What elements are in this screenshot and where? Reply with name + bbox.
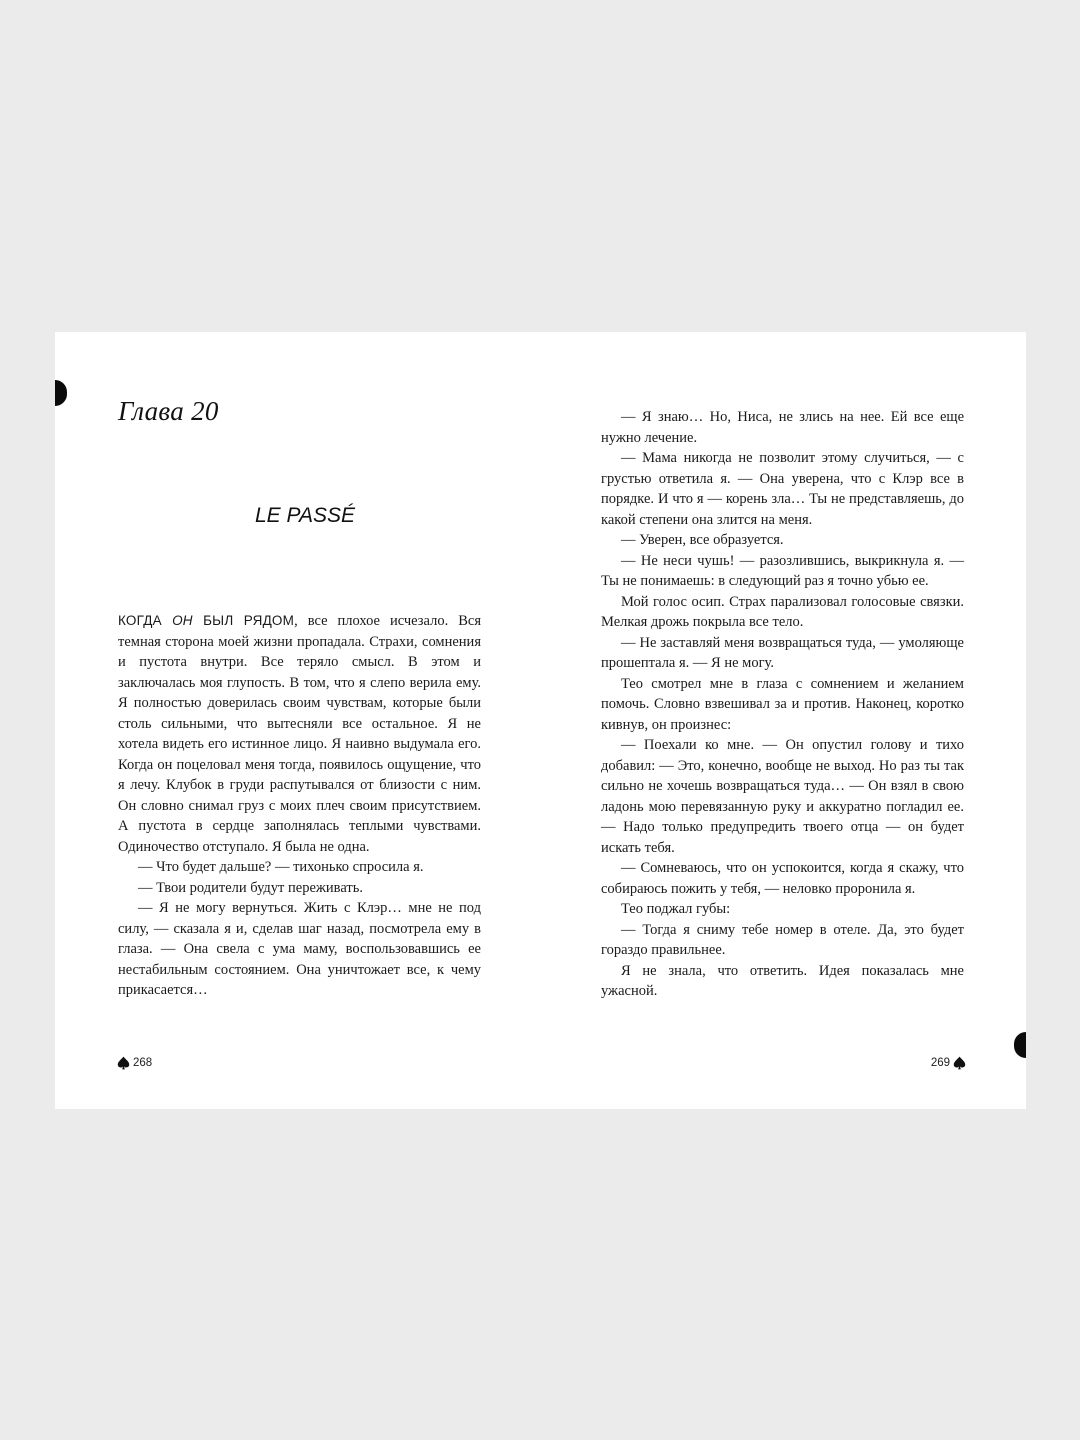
- paragraph: Я не знала, что ответить. Идея показалась мне ужасной.: [601, 962, 964, 999]
- spade-icon: [117, 1056, 130, 1070]
- paragraph: Тео поджал губы:: [621, 901, 731, 917]
- paragraph: — Уверен, все образуется.: [621, 532, 784, 548]
- page-number: 268: [133, 1057, 153, 1069]
- lead-paragraph: КОГДА ОН БЫЛ РЯДОМ, все плохое исчезало. Вся темная сторона моей жизни пропадала. Страхи, сомнения и пустота внутри. Все теряло смысл. В этом и заключалась моя глупость. В том, что я слепо верила ему. Я полностью доверилась своим чувствам, которые были столь сильными, что вытесняли все остальное. Я не хотела видеть его истинное лицо. Я наивно выдумала его. Когда он поцеловал меня тогда, появилось ощущение, что я лечу. Клубок в груди распутывался от близости с ним. Он словно снимал груз с моих плеч своим присутствием. А пустота в сердце заполнялась теплыми чувствами. Одиночество отступало. Я была не одна.: [118, 613, 481, 855]
- paragraph: — Твои родители будут переживать.: [138, 879, 363, 896]
- page-edge-marker-icon: [55, 380, 67, 406]
- book-spread: [55, 332, 1026, 1109]
- lead-caps: КОГДА ОН БЫЛ РЯДОМ: [118, 613, 295, 628]
- left-page-text: [118, 611, 481, 1001]
- chapter-number: Глава 20: [118, 396, 219, 426]
- paragraph: — Тогда я сниму тебе номер в отеле. Да, это будет гораздо правильнее.: [601, 921, 964, 958]
- page-number: 269: [930, 1057, 950, 1069]
- paragraph: — Я знаю… Но, Ниса, не злись на нее. Ей все еще нужно лечение.: [601, 409, 964, 446]
- page-edge-marker-icon: [1014, 1032, 1026, 1058]
- paragraph: — Поехали ко мне. — Он опустил голову и тихо добавил: — Это, конечно, вообще не выход. Но раз ты так сильно не хочешь возвращаться туда… — Он взял в свою ладонь мою перевязанную руку и аккуратно погладил ее. — Надо только предупредить твоего отца — он будет искать тебя.: [601, 737, 964, 856]
- paragraph: Тео смотрел мне в глаза с сомнением и желанием помочь. Словно взвешивал за и против. Наконец, коротко кивнув, он произнес:: [601, 675, 964, 733]
- chapter-title: LE PASSÉ: [255, 504, 355, 527]
- paragraph: — Мама никогда не позволит этому случиться, — с грустью ответила я. — Она уверена, что с Клэр все в порядке. И что я — корень зла… Ты не представляешь, до какой степени она злится на меня.: [601, 450, 964, 528]
- paragraph: — Сомневаюсь, что он успокоится, когда я скажу, что собираюсь пожить у тебя, — неловко проронила я.: [601, 860, 964, 897]
- right-page-text: [601, 407, 964, 1002]
- page-number-right: [931, 1056, 966, 1070]
- spade-icon: [953, 1056, 966, 1070]
- paragraph: — Что будет дальше? — тихонько спросила я.: [138, 859, 424, 875]
- paragraph: — Не неси чушь! — разозлившись, выкрикнула я. — Ты не понимаешь: в следующий раз я точно убью ее.: [601, 552, 964, 589]
- paragraph: — Не заставляй меня возвращаться туда, — умоляюще прошептала я. — Я не могу.: [601, 634, 964, 671]
- paragraph: — Я не могу вернуться. Жить с Клэр… мне не под силу, — сказала я и, сделав шаг назад, посмотрела ему в глаза. — Она свела с ума маму, воспользовавшись ее нестабильным состоянием. Она уничтожает все, к чему прикасается…: [118, 900, 481, 998]
- paragraph: Мой голос осип. Страх парализовал голосовые связки. Мелкая дрожь покрыла все тело.: [601, 593, 964, 630]
- page-number-left: [117, 1056, 152, 1070]
